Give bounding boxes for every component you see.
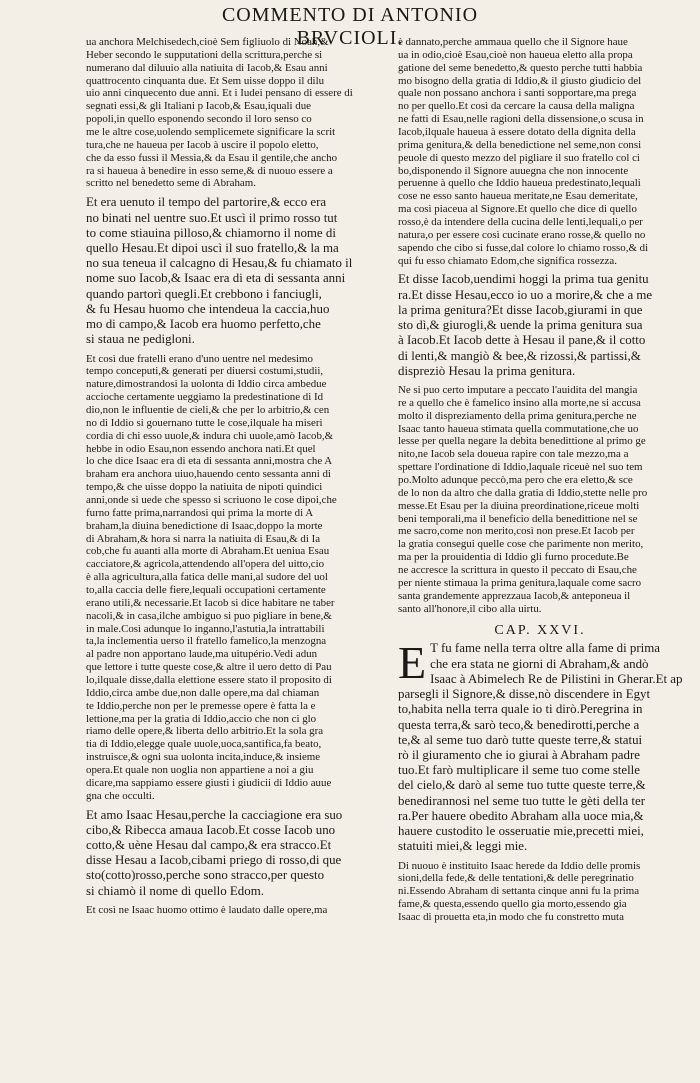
text-line: à Iacob.Et Iacob dette à Hesau il pane,& il cotto [398, 333, 646, 348]
text-line: to,alla caccia delle fiere,lequali occupationi certamente [86, 583, 326, 596]
text-line: ma così piaceua al Signore.Et quello che dice di quello [398, 203, 637, 216]
text-line: to,habita nella terra quale io ti dirò.Peregrina in [398, 702, 643, 717]
chapter-first-lines [398, 637, 682, 689]
running-header: COMMENTO DI ANTONIO BRVCIOLI. [221, 4, 479, 49]
text-line: me sacro,come non merito,così non prese.Et Iacob per [398, 525, 635, 538]
text-line: Et amo Isaac Hesau,perche la cacciagione era suo [86, 807, 343, 822]
text-line: Iddio,circa ambe due,non dalle opere,ma dal chiaman [86, 686, 320, 699]
text-line: nacoli,& in casa,ilche ambiguo si puo pigliare in bene,& [86, 609, 332, 622]
text-line: Di nuouo è instituito Isaac herede da Iddio delle promis [398, 859, 641, 872]
text-line: accioche certamente ueggiamo la predestinatione di Id [86, 391, 324, 404]
text-line: gatione del seme benedetto,& questo perche tutti habbia [398, 61, 643, 74]
text-line: natura,o per essere così cucinate erano rosse,& quello no [398, 228, 646, 241]
chapter-heading: CAP. XXVI. [494, 623, 586, 639]
text-line: santo all'honore,il cibo alla uirtu. [398, 602, 542, 615]
text-line: mo di campo,& Iacob era huomo perfetto,che [86, 317, 321, 332]
text-line: anni,onde si uede che spesso si scriuono le cose dipoi,che [86, 493, 337, 506]
text-line: Heber secondo le supputationi della scrittura,perche si [86, 48, 323, 61]
text-line: lo,ilquale disse,dalla elettione essere stato il proposito di [86, 673, 332, 686]
text-line: ne accresce la scrittura in questo il peccato di Esau,che [398, 564, 637, 577]
right-column [398, 36, 682, 924]
commentary-paragraph [398, 384, 682, 615]
text-line: opera.Et quale non uoglia non appartiene a noi a giu [86, 764, 314, 776]
text-line: parsegli il Signore,& disse,nò discendere in Egyt [398, 687, 651, 702]
text-line: tempo conceputi,& generati per diuersi costumi,studii, [86, 365, 324, 378]
text-line: mo bisogno della gratia di Iddio,& il giusto giudicio del [398, 74, 642, 87]
text-line: ua anchora Melchisedech,cioè Sem figliuolo di Noah,& [86, 36, 329, 48]
text-line: disse Hesau a Iacob,cibami priego di rosso,di que [86, 853, 342, 868]
text-line: messe.Et Esau per la diuina preordinatione,riceue molti [398, 499, 640, 512]
text-line: del cielo,& darò al seme tuo tutte queste terre,& [398, 778, 646, 793]
text-line: Isaac di prouetta eta,in modo che fu constretto muta [398, 910, 624, 923]
commentary-paragraph [86, 36, 390, 190]
text-line: spettare l'ordinatione di Iddio,laquale riceuè nel suo tem [398, 461, 643, 474]
chapter-lines [398, 687, 682, 854]
text-line: è alla agricultura,alla fatica delle mani,al sudore del uol [86, 571, 328, 584]
text-line: po.Molto adunque peccò,ma pero che era eletto,& sce [398, 474, 633, 487]
text-line: numerano dal diluuio alla natiuita di Iacob,& Esau anni [86, 61, 328, 74]
text-line: cibo,& Ribecca amaua Iacob.Et cosse Iacob uno [86, 822, 336, 837]
right-column-commentary [398, 36, 682, 620]
text-line: riamo delle opere,& liberta dello arbitrio.Et la sola gra [86, 725, 324, 738]
text-line: Et così ne Isaac huomo ottimo è laudato dalle opere,ma [86, 903, 328, 916]
text-line: Et era uenuto il tempo del partorire,& ecco era [86, 195, 327, 210]
text-line: prima genitura,& della benedictione nel seme,non consi [398, 138, 642, 151]
text-line: fame,& questa,essendo quello gia morto,essendo gia [398, 898, 627, 911]
text-line: rosso,è da intendere della cucina delle lenti,lequali,o per [398, 216, 643, 229]
text-line: ra si haueua à benedire in esso seme,& di nuouo essere a [86, 164, 333, 177]
text-line: che da esso fussi il Messia,& da Esau il gentile,che ancho [86, 151, 338, 164]
text-line: bo,disponendo il Signore auuegna che non innocente [398, 164, 629, 177]
text-line: segnati essi,& gli Italiani p Iacob,& Esau,iquali due [86, 100, 312, 113]
text-line: uio anni cinquecento due anni. Et i Iudei pensano di essere di [86, 87, 353, 100]
text-line: re a quello che è famelico insino alla morte,ne si accusa [398, 396, 641, 409]
text-line: dicare,ma sappiamo essere giusti i giudicii di Iddio auue [86, 776, 332, 789]
text-line: nature,dimostrandosi la uolonta di Iddio circa ambedue [86, 378, 327, 391]
text-line: di lenti,& mangiò & bee,& rizossi,& partissi,& [398, 348, 641, 363]
text-line: sioni,della fede,& delle tentationi,& delle peregrinatio [398, 872, 634, 885]
text-line: & fu Hesau huomo che intendeua la caccia,huo [86, 301, 330, 316]
text-line: quando partorì quegli.Et crebbono i fanciugli, [86, 286, 322, 301]
text-line: tempo,& che uisse doppo la natiuita de nipoti quindici [86, 481, 323, 494]
text-line: si staua ne pedigloni. [86, 332, 195, 347]
text-line: statuiti miei,& leggi mie. [398, 839, 528, 854]
text-line: cob,che fu auanti alla morte di Abraham.Et ueniua Esau [86, 545, 330, 558]
text-line: no di Iddio si gouernano tutte le cose,ilquale ha miseri [86, 416, 323, 429]
text-line: quale non possano anchora i santi sopportare,ma prega [398, 87, 637, 100]
text-line: ne fatti di Esau,nelle ragioni della dissensione,o scusa in [398, 113, 644, 126]
text-line: lo che dice Isaac era di eta di sessanta anni,mostra che A [86, 455, 333, 468]
text-line: no binati nel uentre suo.Et uscì il primo rosso tut [86, 210, 338, 225]
text-line: quattrocento cinquanta due. Et Sem uisse doppo il dilu [86, 74, 325, 87]
text-line: te,& al seme tuo darò tutte queste terre,& statui [398, 732, 643, 747]
chapter-commentary [398, 860, 682, 924]
text-line: instruisce,& ogni sua uolonta incita,induce,& insieme [86, 751, 321, 764]
text-line: dio,non le influentie de cieli,& che per lo arbitrio,& cen [86, 403, 330, 416]
text-line: to come stiauina pilloso,& chiamorno il nome di [86, 225, 336, 240]
text-line: è dannato,perche ammaua quello che il Signore haue [398, 36, 628, 48]
text-line: tuo.Et farò multiplicare il seme tuo come stelle [398, 763, 640, 778]
text-line: dispreziò Hesau la prima genitura. [398, 363, 576, 378]
text-line: ta,la inclementia uerso il fratello famelico,la menzogna [86, 635, 327, 648]
text-line: sapendo che cibo si fusse,dal colore lo chiamo rosso,& di [398, 241, 649, 254]
text-line: braham era anchora uiuo,hauendo cento sessanta anni di [86, 468, 331, 481]
text-line: que lettore i tutte queste cose,& altre il uero detto di Pau [86, 661, 332, 674]
text-line: furno fatte prima,narrandosi qui prima la morte di A [86, 506, 314, 519]
text-line: sto dì,& giurogli,& uende la prima genitura sua [398, 318, 643, 333]
chapter-body [398, 637, 682, 923]
text-line: qui fu esso chiamato Edom,che significa rossezza. [398, 254, 617, 267]
text-line: nito,ne Iacob sela doueua rapire con tale mezzo,ma a [398, 448, 629, 461]
text-line: te Iddio,perche non per le premesse opere è fatta la e [86, 699, 316, 712]
text-line: Isaac tanto haueua stimata quella commutatione,che uo [398, 422, 639, 435]
text-line: tia di Iddio,elegge quale uuole,uoca,santifica,fa beato, [86, 738, 322, 751]
text-line: popoli,in quello esponendo secondo il loro senso co [86, 113, 312, 126]
text-line: la prima genitura?Et disse Iacob,giurami in que [398, 302, 643, 317]
text-line: che era stata ne giorni di Abraham,& andò [430, 656, 649, 671]
text-line: cordia di chi esso uuole,& indura chi uuole,amò Iacob,& [86, 429, 334, 442]
text-line: cotto,& uène Hesau dal campo,& era stracco.Et [86, 838, 332, 853]
text-line: santa grandemente apprezzaua Iacob,& anteponeua il [398, 589, 631, 602]
text-line: scritto nel benedetto seme di Abraham. [86, 177, 256, 190]
text-line: me le altre cose,uolendo semplicemete significare la scrit [86, 126, 336, 139]
text-line: braham,la diuina benedictione di Isaac,doppo la morte [86, 519, 323, 532]
text-line: ma per la prouidentia di Iddio gli furno procedute.Be [398, 551, 629, 564]
text-line: di Abraham,& hora si narra la natiuita di Esau,& di Ia [86, 532, 321, 545]
text-line: gna che occulti. [86, 789, 155, 802]
text-line: cose ne esso santo haueua meritate,ne Esau demeritate, [398, 190, 638, 203]
drop-cap: E [398, 637, 427, 689]
text-line: molto il dispreziamento della prima genitura,perche ne [398, 409, 637, 422]
text-line: in male.Così adunque lo inganno,l'astutia,la intrattabili [86, 622, 325, 635]
text-line: tura,che ne haueua per Iacob à uscire il popolo eletto, [86, 138, 319, 151]
text-line: Et così due fratelli erano d'uno uentre nel medesimo [86, 352, 313, 365]
text-line: lettione,ma per la gratia di Iddio,accio che non ci glo [86, 712, 317, 725]
text-line: peruenne à quello che Iddio haueua predestinato,lequali [398, 177, 641, 190]
text-line: de lo non da altro che dalla gratia di Iddio,stette nelle pro [398, 486, 648, 499]
text-line: erano utili,& necessarie.Et Iacob si dice habitare ne taber [86, 596, 335, 609]
text-line: Ne si puo certo imputare a peccato l'auidita del mangia [398, 384, 638, 396]
text-line: Iacob,ilquale haueua à essere dotato della dignita della [398, 126, 636, 139]
scripture-paragraph [86, 808, 390, 899]
text-line: peuole di questo mezzo del pigliare il suo fratello col ci [398, 151, 640, 164]
text-line: al padre non apportano laude,ma uitupério.Vedi adun [86, 648, 318, 661]
commentary-paragraph [86, 904, 390, 917]
text-line: la gratia consegui quelle cose che parimente non merito, [398, 538, 644, 551]
text-line: per niente stimaua la prima genitura,laquale come sacro [398, 576, 642, 589]
text-line: T fu fame nella terra oltre alla fame di prima [430, 641, 661, 656]
text-line: beni temporali,ma il beneficio della benedittione nel se [398, 512, 638, 525]
text-line: ni.Essendo Abraham di settanta cinque anni fu la prima [398, 885, 640, 898]
scripture-paragraph [86, 195, 390, 347]
scripture-paragraph [398, 272, 682, 379]
text-line: ra.Per hauere obedito Abraham alla uoce mia,& [398, 808, 644, 823]
text-line: benedirannosi nel seme tuo tutte le gèti della ter [398, 793, 645, 808]
text-line: no per quello.Et così da cercare la causa della maligna [398, 100, 635, 113]
text-line: Et disse Iacob,uendimi hoggi la prima tua genitu [398, 272, 649, 287]
text-line: ra.Et disse Hesau,ecco io uo a morire,& che a me [398, 287, 653, 302]
text-line: hebbe in odio Esau,non essendo anchora nati.Et quel [86, 442, 316, 455]
text-line: cacciatore,& agricola,attendendo all'opera del uitto,cio [86, 558, 325, 571]
text-line: ua in odio,cioè Esau,cioè non haueua eletto alla propa [398, 48, 633, 61]
text-line: nome suo Iacob,& Isaac era di eta di sessanta anni [86, 271, 346, 286]
text-line: hauere custodito le osseruatie mie,precetti miei, [398, 824, 644, 839]
text-line: questa terra,& sarò teco,& benedirotti,perche a [398, 717, 640, 732]
text-line: sto(cotto)rosso,perche sono stracco,per questo [86, 868, 325, 883]
commentary-paragraph [86, 353, 390, 803]
text-line: rò il giuramento che io giurai à Abraham padre [398, 748, 640, 762]
text-line: lesse per quella negare la debita benedittione al primo ge [398, 435, 646, 448]
text-line: si chiamò il nome di quello Edom. [86, 883, 264, 898]
text-line: no sua teneua il calcagno di Hesau,& fu chiamato il [86, 256, 353, 271]
commentary-paragraph [398, 36, 682, 267]
text-line: quello Hesau.Et dipoi uscì il suo fratello,& la ma [86, 240, 339, 255]
text-line: Isaac à Abimelech Re de Pilistini in Gherar.Et ap [430, 671, 682, 686]
left-column [86, 36, 390, 922]
